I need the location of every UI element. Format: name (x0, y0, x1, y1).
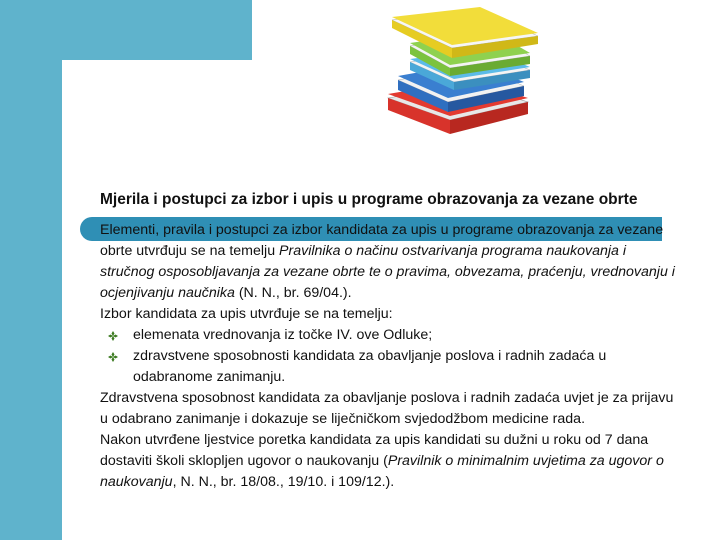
four-diamond-bullet-icon (108, 331, 118, 341)
paragraph-regulation (100, 220, 675, 304)
paragraph-contract (100, 430, 675, 493)
contract-regulation-reference: , N. N., br. 18/08., 19/10. i 109/12.). (172, 474, 395, 490)
selection-intro: Izbor kandidata za upis utvrđuje se na temelju: (100, 306, 393, 322)
paragraph-health: Zdravstvena sposobnost kandidata za obavljanje poslova i radnih zadaća uvjet je za prijavu u odabrano zanimanje i dokazuje se liječničkom svjedodžbom medicine rada. (100, 390, 674, 427)
list-item-text: elemenata vrednovanja iz točke IV. ove Odluke; (133, 327, 433, 343)
list-item (100, 346, 675, 388)
slide-content (100, 190, 675, 493)
regulation-title: Pravilnika o načinu ostvarivanja programa naukovanja i stručnog osposobljavanja za vezane obrte te o pravima, obvezama, praćenju, vrednovanju i ocjenjivanju naučnika (100, 243, 675, 301)
top-decorative-block (0, 0, 252, 60)
contract-regulation-title: Pravilnik o minimalnim uvjetima za ugovor o naukovanju (100, 453, 664, 490)
slide-heading: Mjerila i postupci za izbor i upis u programe obrazovanja za vezane obrte (100, 191, 638, 208)
stacked-books-icon (380, 6, 550, 146)
list-item (100, 325, 675, 346)
regulation-reference: (N. N., br. 69/04.). (234, 285, 352, 301)
paragraph-regulation-text: Elementi, pravila i postupci za izbor kandidata za upis u programe obrazovanja za vezane obrte utvrđuju se na temelju (100, 222, 664, 259)
list-item-text: zdravstvene sposobnosti kandidata za obavljanje poslova i radnih zadaća u odabranome zanimanju. (133, 348, 607, 385)
left-decorative-band (0, 0, 62, 540)
slide-body (100, 220, 675, 493)
four-diamond-bullet-icon (108, 352, 118, 362)
paragraph-contract-text: Nakon utvrđene ljestvice poretka kandidata za upis kandidati su dužni u roku od 7 dana dostaviti školi sklopljen ugovor o naukovanju ( (100, 432, 649, 469)
